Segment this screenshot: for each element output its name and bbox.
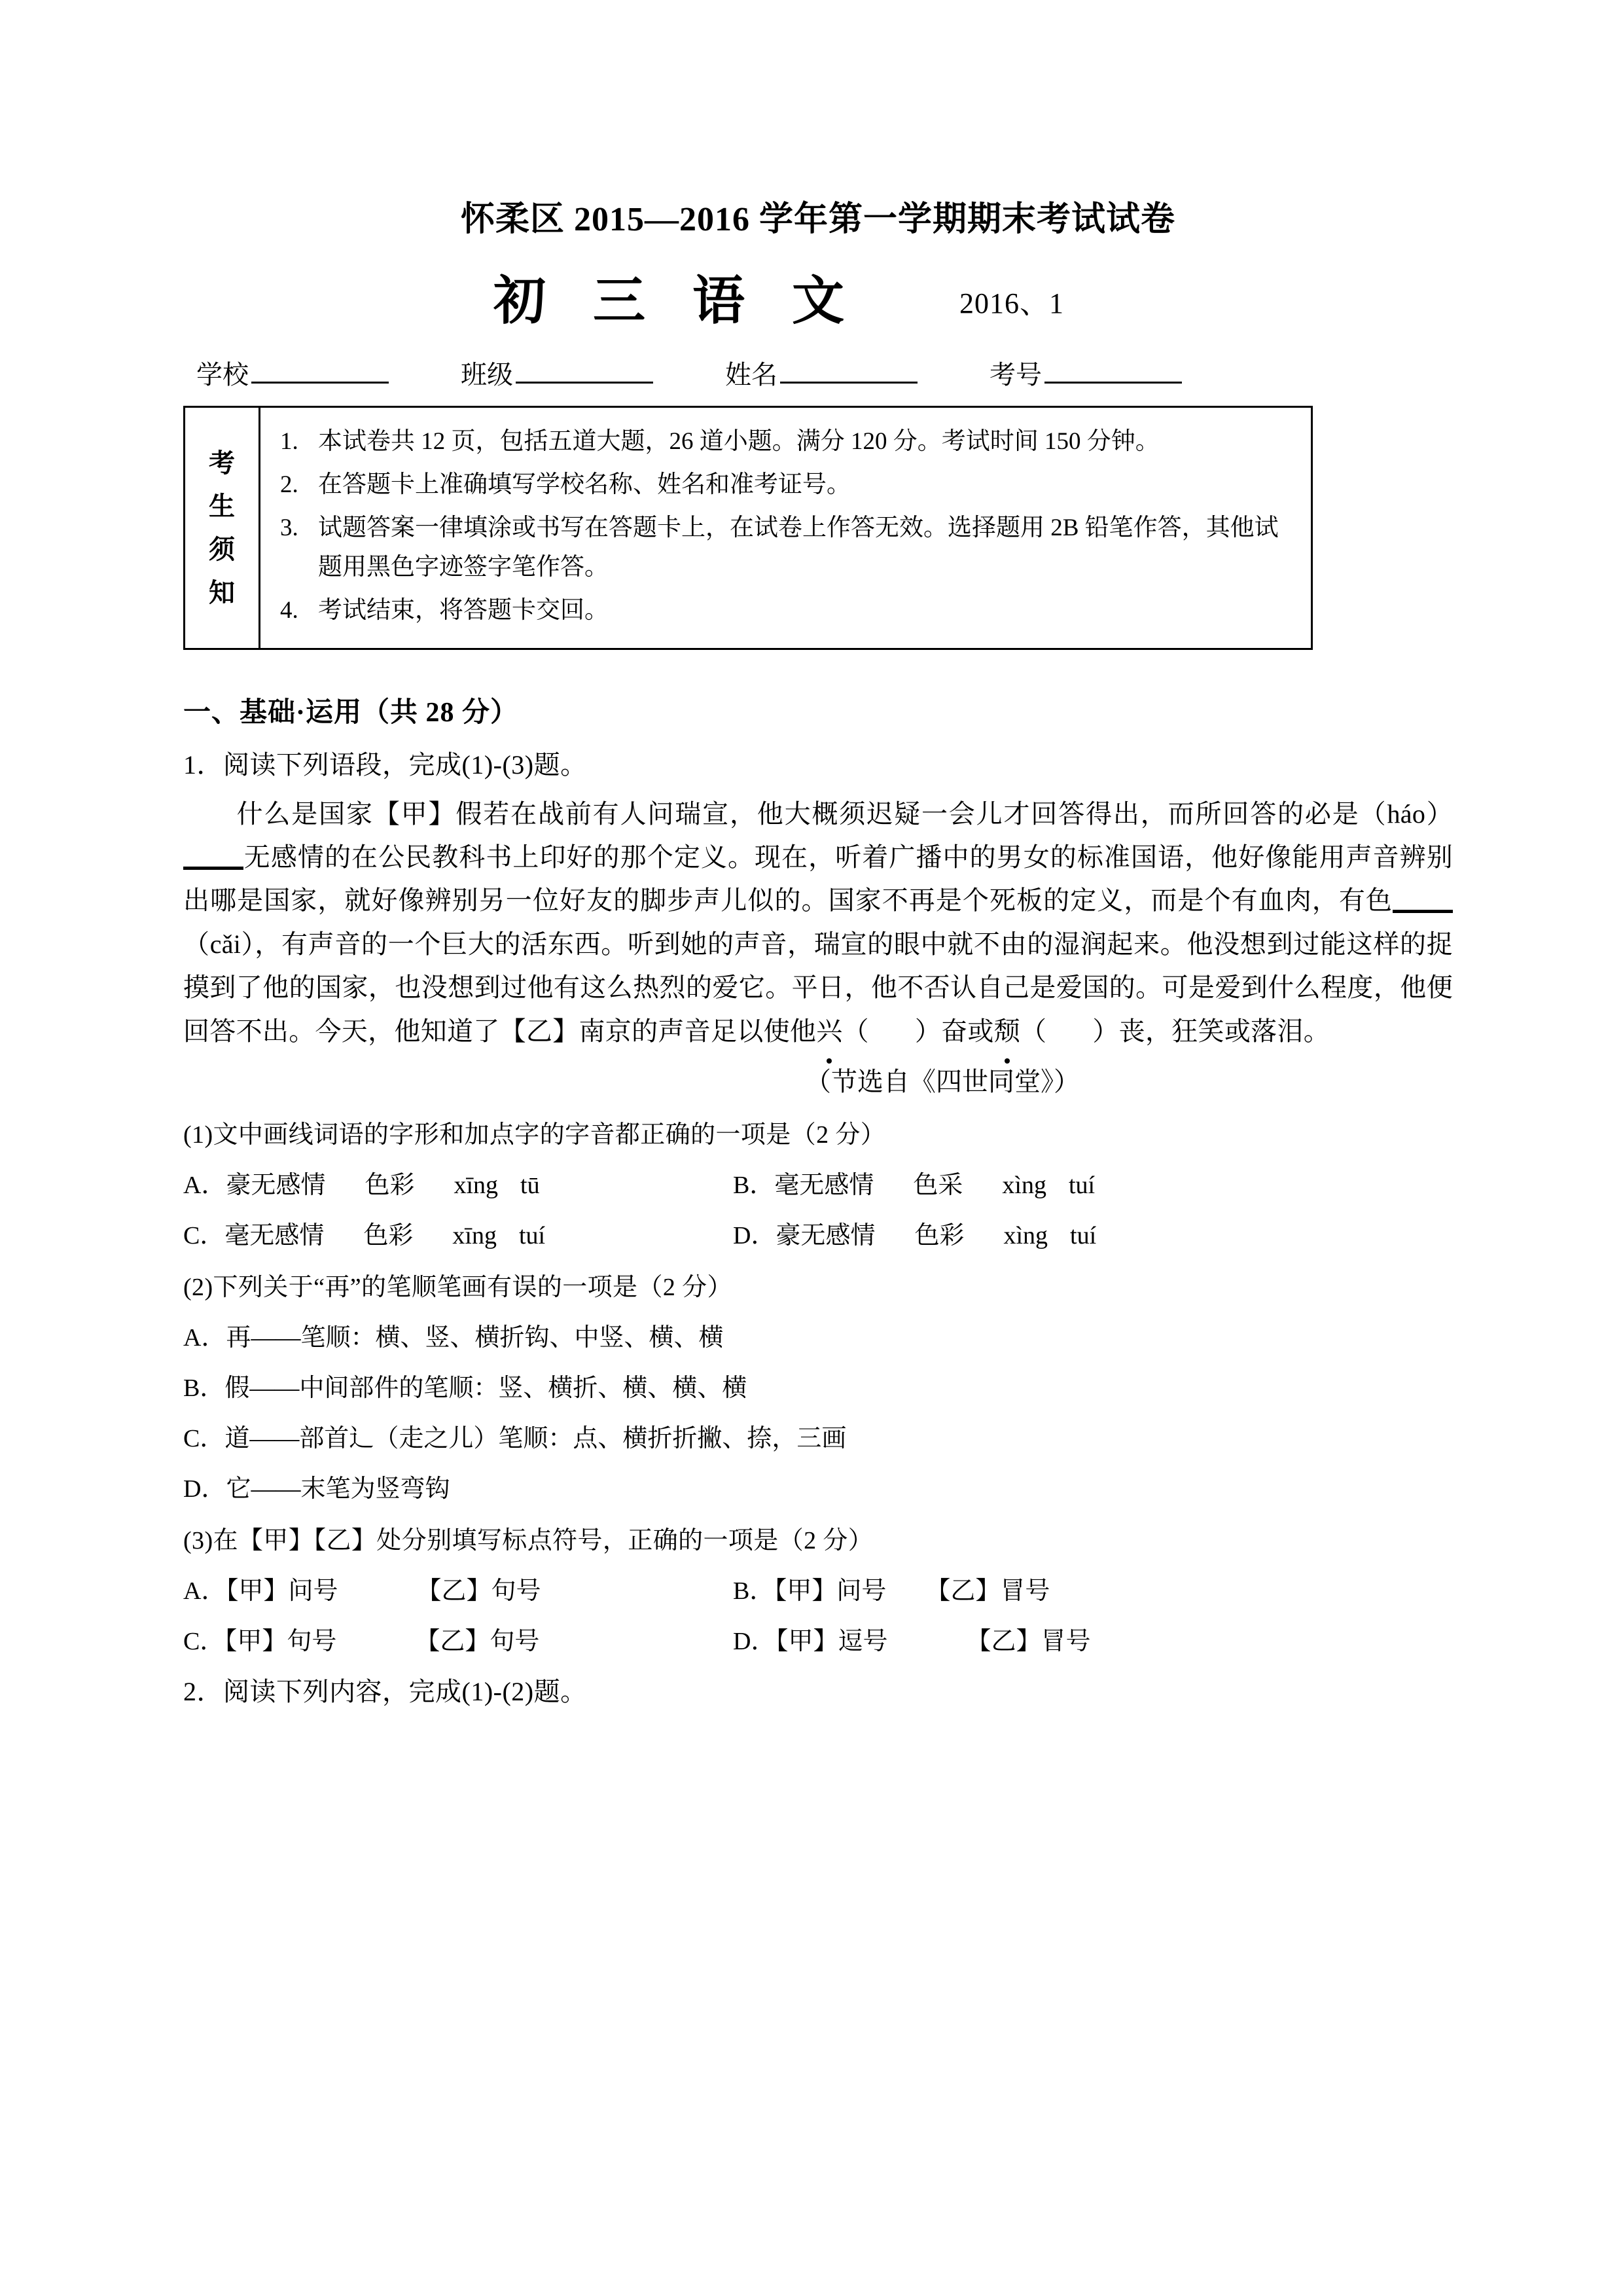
option-b-yi: 【乙】冒号 (925, 1577, 1050, 1605)
option-d-word2: 色彩 (914, 1222, 965, 1250)
id-label-school: 学校 (196, 359, 249, 389)
question-1-2-stem: (2)下列关于“再”的笔顺笔画有误的一项是（2 分） (183, 1274, 732, 1302)
notice-body (260, 408, 1311, 649)
id-field-exam-number (990, 354, 1182, 391)
option-a-yi: 【乙】句号 (416, 1577, 541, 1605)
notice-title-char-1: 考 (209, 448, 235, 478)
id-field-name (725, 354, 918, 391)
option-c-word2: 色彩 (363, 1222, 414, 1250)
passage-part-6: （ (1020, 1016, 1047, 1046)
option-d-word1: 豪无感情 (776, 1222, 876, 1250)
notice-title (185, 408, 260, 649)
question-1-2-option-b[interactable]: B．假——中间部件的笔顺：竖、横折、横、横、横 (183, 1374, 747, 1403)
option-a-label: A． (183, 1577, 226, 1605)
option-c[interactable] (183, 1215, 733, 1251)
option-d-label: D． (733, 1628, 776, 1656)
exam-date: 2016、1 (959, 287, 1064, 319)
passage-part-3: （cǎi），有声音的一个巨大的活东西。听到她的声音，瑞宣的眼中就不由的湿润起来。他没想到过能这样的捉摸到了他的国家，也没想到过他有这么热烈的爱它。平日，他不否认自己是爱国的。可是爱到什么程度，他便回答不出。今天，他知道了【乙】南京的声音足以使他 (183, 929, 1453, 1046)
id-blank-name[interactable] (780, 355, 918, 384)
fill-blank-hao[interactable] (183, 847, 243, 870)
fill-blank-cai[interactable] (1393, 890, 1453, 913)
id-blank-school[interactable] (251, 355, 389, 384)
option-c[interactable] (183, 1621, 733, 1657)
notice-item (280, 591, 1294, 630)
option-a-word2: 色彩 (365, 1172, 415, 1200)
option-a-word1: 豪无感情 (226, 1172, 326, 1200)
notice-item (280, 509, 1294, 587)
option-d-jia: 【甲】逗号 (776, 1628, 888, 1656)
notice-item-text: 试题答案一律填涂或书写在答题卡上，在试卷上作答无效。选择题用 2B 铅笔作答，其他试题用黑色字迹签字笔作答。 (318, 514, 1279, 581)
option-b-word2: 色采 (913, 1172, 963, 1200)
option-a[interactable] (183, 1570, 733, 1606)
notice-title-char-4: 知 (209, 577, 235, 607)
id-blank-exam-number[interactable] (1044, 355, 1182, 384)
passage-part-2: 无感情的在公民教科书上印好的那个定义。现在，听着广播中的男女的标准国语，他好像能用声音辨别出哪是国家，就好像辨别另一位好友的脚步声儿似的。国家不再是个死板的定义，而是个有血肉，有色 (183, 842, 1453, 916)
question-1-3-options-row-2 (183, 1621, 1453, 1657)
passage-citation: （节选自《四世同堂》） (805, 1067, 1080, 1097)
option-c-word1: 毫无感情 (224, 1222, 325, 1250)
id-label-class: 班级 (461, 359, 513, 389)
option-c-jia: 【甲】句号 (224, 1628, 337, 1656)
id-label-name: 姓名 (725, 359, 777, 389)
option-d[interactable] (733, 1621, 1453, 1657)
option-b[interactable] (733, 1164, 1453, 1200)
id-label-exam-number: 考号 (990, 359, 1042, 389)
question-1-2-option-d[interactable]: D．它——末笔为竖弯钩 (183, 1475, 450, 1503)
subject-title: 初 三 语 文 (493, 272, 861, 331)
notice-item-number: 3. (280, 514, 298, 541)
notice-item-text: 在答题卡上准确填写学校名称、姓名和准考证号。 (318, 471, 851, 498)
option-a-pinyin1: xīng (454, 1172, 499, 1200)
option-d-pinyin2: tuí (1070, 1222, 1097, 1250)
id-blank-class[interactable] (516, 355, 653, 384)
option-b-jia: 【甲】问号 (774, 1577, 887, 1605)
option-d-label: D． (733, 1222, 776, 1250)
passage-part-1: 什么是国家【甲】假若在战前有人问瑞宣，他大概须迟疑一会儿才回答得出，而所回答的必是（háo） (236, 798, 1453, 829)
notice-item-number: 1. (280, 427, 298, 455)
option-a-jia: 【甲】问号 (226, 1577, 338, 1605)
question-1-stem: 1．阅读下列语段，完成(1)-(3)题。 (183, 750, 587, 780)
question-1-1-options-row-2 (183, 1215, 1453, 1251)
option-d-pinyin1: xìng (1003, 1222, 1048, 1250)
option-b-word1: 毫无感情 (774, 1172, 874, 1200)
examinee-notice-box (183, 406, 1313, 651)
notice-item (280, 422, 1294, 461)
option-a-pinyin2: tū (520, 1172, 540, 1200)
student-id-fields (183, 354, 1453, 391)
id-field-class (461, 354, 653, 391)
option-b-label: B． (733, 1172, 775, 1200)
question-1-1-stem: (1)文中画线词语的字形和加点字的字音都正确的一项是（2 分） (183, 1121, 886, 1149)
option-b[interactable] (733, 1570, 1453, 1606)
option-a-label: A． (183, 1172, 226, 1200)
question-1-1-options-row-1 (183, 1164, 1453, 1200)
dotted-char-xing: 兴 (816, 1010, 842, 1053)
option-c-label: C． (183, 1222, 225, 1250)
question-1-3-options-row-1 (183, 1570, 1453, 1606)
option-d-yi: 【乙】冒号 (966, 1628, 1091, 1656)
option-b-label: B． (733, 1577, 775, 1605)
option-b-pinyin2: tuí (1068, 1172, 1096, 1200)
dotted-char-tui: 颓 (994, 1010, 1020, 1053)
section-heading: 一、基础·运用（共 28 分） (183, 698, 519, 728)
notice-title-char-3: 须 (209, 534, 235, 564)
passage-part-5: ）奋或 (914, 1016, 994, 1046)
passage-part-7: ）丧，狂笑或落泪。 (1092, 1016, 1330, 1046)
option-d[interactable] (733, 1215, 1453, 1251)
question-2-stem: 2．阅读下列内容，完成(1)-(2)题。 (183, 1677, 587, 1707)
question-1-2-option-a[interactable]: A．再——笔顺：横、竖、横折钩、中竖、横、横 (183, 1324, 724, 1352)
option-c-pinyin2: tuí (518, 1222, 546, 1250)
id-field-school (196, 354, 389, 391)
option-a[interactable] (183, 1164, 733, 1200)
question-1-2-option-c[interactable]: C．道——部首辶（走之儿）笔顺：点、横折折撇、捺，三画 (183, 1425, 847, 1453)
subject-row (183, 256, 1453, 331)
notice-item-number: 4. (280, 596, 298, 624)
notice-item-number: 2. (280, 471, 298, 498)
passage-part-4: （ (842, 1016, 869, 1046)
notice-title-char-2: 生 (209, 491, 235, 521)
notice-item-text: 考试结束，将答题卡交回。 (318, 596, 609, 624)
page-title: 怀柔区 2015—2016 学年第一学期期末考试试卷 (460, 201, 1175, 238)
question-1-passage (183, 793, 1453, 1053)
option-c-pinyin1: xīng (452, 1222, 497, 1250)
option-c-label: C． (183, 1628, 225, 1656)
option-c-yi: 【乙】句号 (415, 1628, 540, 1656)
option-b-pinyin1: xìng (1002, 1172, 1046, 1200)
notice-item-text: 本试卷共 12 页，包括五道大题，26 道小题。满分 120 分。考试时间 150 分钟。 (318, 427, 1160, 455)
notice-item (280, 465, 1294, 505)
question-1-3-stem: (3)在【甲】【乙】处分别填写标点符号，正确的一项是（2 分） (183, 1527, 874, 1555)
